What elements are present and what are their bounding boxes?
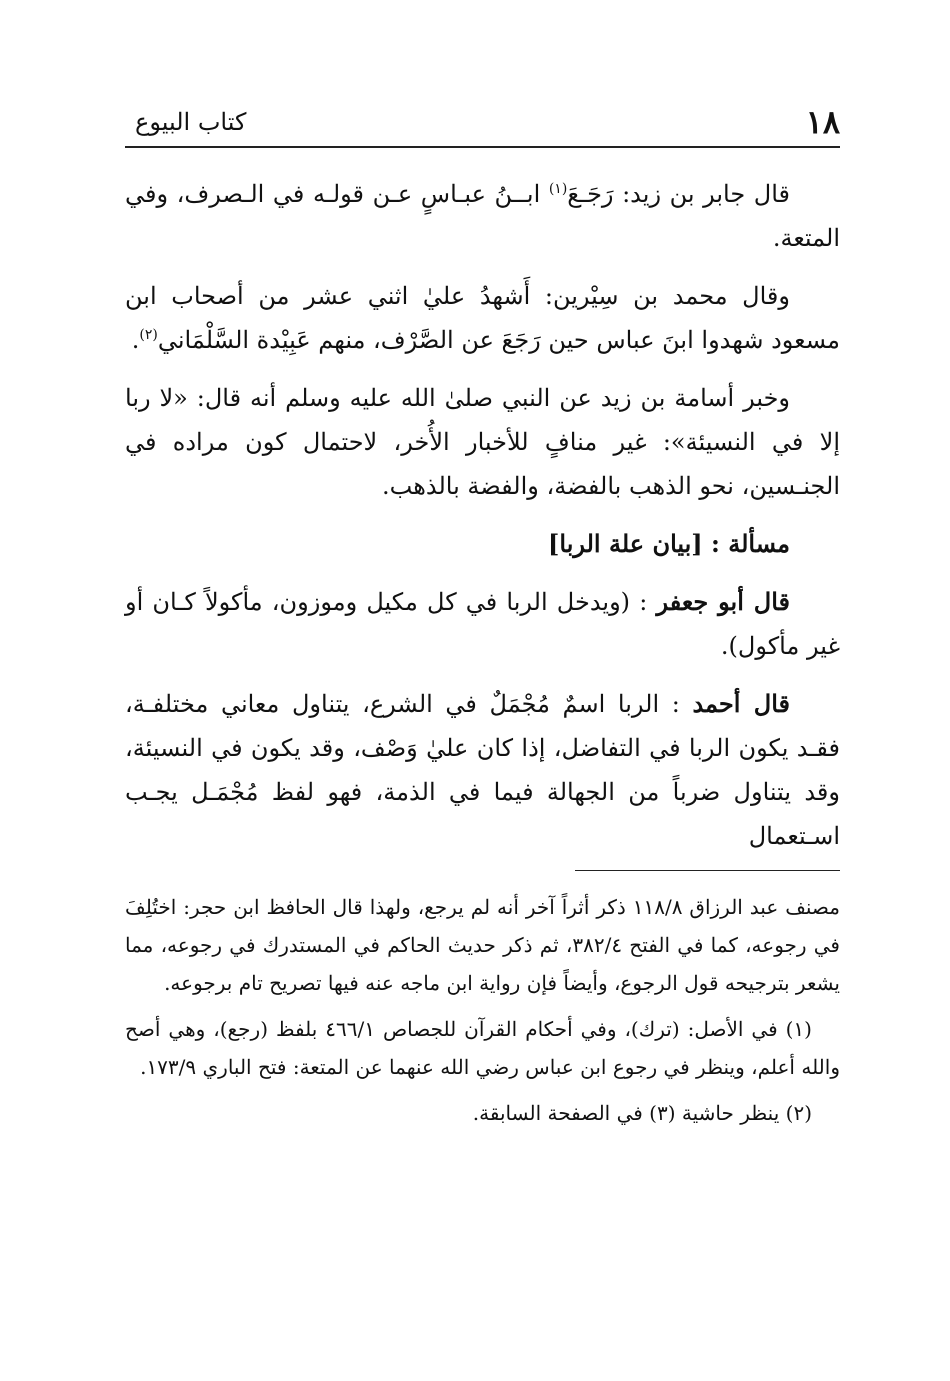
- main-text: [125, 172, 840, 872]
- page-header: [125, 96, 840, 148]
- footnote-1: (١) في الأصل: (ترك)، وفي أحكام القرآن للجصاص ٤٦٦/١ بلفظ (رجع)، وهي أصح والله أعلم، وينظر في رجوع ابن عباس رضي الله عنهما عن المتعة: فتح الباري ١٧٣/٩.: [125, 1017, 840, 1079]
- paragraph-text: ابــنُ عبـاسٍ عـن قولـه في الـصرف، وفي المتعة.: [125, 180, 840, 252]
- paragraph-text: قال جابر بن زيد: رَجَـعَ: [567, 180, 790, 208]
- paragraph-ibn-sirin: [125, 274, 840, 362]
- paragraph-text: : الربا اسمٌ مُجْمَلٌ في الشرع، يتناول معاني مختلفـة، فقـد يكون الربا في التفاضل، إذا كان عليٰ وَصْف، وقد يكون في النسيئة، وقد يتناول ضرباً من الجهالة فيما في الذمة، فهو لفظ مُجْمَـل يجـب اسـتعمال: [125, 690, 840, 850]
- footnote-2: (٢) ينظر حاشية (٣) في الصفحة السابقة.: [472, 1101, 812, 1125]
- footnote-ref-2: (٢): [139, 327, 158, 343]
- paragraph-text: وقال محمد بن سِيْرين: أَشهدُ عليٰ اثني عشر من أصحاب ابن مسعود شهدوا ابنَ عباس حين رَجَعَ عن الصَّرْف، منهم عَبِيْدة السَّلْمَاني: [125, 282, 840, 354]
- paragraph-end: .: [131, 326, 140, 354]
- section-heading: مسألة : [بيان علة الربا]: [548, 529, 790, 558]
- speaker-label: قال أحمد: [692, 689, 790, 718]
- paragraph-ahmad: [125, 682, 840, 858]
- paragraph-jabir: [125, 172, 840, 260]
- footnote-continued: مصنف عبد الرزاق ١١٨/٨ ذكر أثراً آخر أنه لم يرجع، ولهذا قال الحافظ ابن حجر: اختُلِفَ في رجوعه، كما في الفتح ٣٨٢/٤، ثم ذكر حديث الحاكم في المستدرك في رجوعه، مما يشعر بترجيحه قول الرجوع، وأيضاً فإن رواية ابن ماجه عنه فيها تصريح تام برجوعه.: [125, 895, 840, 995]
- speaker-label: قال أبو جعفر: [656, 587, 790, 616]
- paragraph-abu-jafar: [125, 580, 840, 668]
- running-title: كتاب البيوع: [135, 108, 247, 136]
- paragraph-text: : (ويدخل الربا في كل مكيل وموزون، مأكولاً كـان أو غير مأكول).: [125, 588, 840, 660]
- paragraph-text: وخبر أسامة بن زيد عن النبي صلىٰ الله عليه وسلم أنه قال: «لا ربا إلا في النسيئة»: غير منافٍ للأخبار الأُخر، لاحتمال كون مراده في الجنـسين، نحو الذهب بالفضة، والفضة بالذهب.: [125, 384, 840, 500]
- footnote-divider: [575, 870, 840, 871]
- page-number: ١٨: [805, 103, 840, 141]
- paragraph-usama: [125, 376, 840, 508]
- footnote-ref-1: (١): [548, 181, 568, 197]
- footnotes: [125, 888, 840, 1140]
